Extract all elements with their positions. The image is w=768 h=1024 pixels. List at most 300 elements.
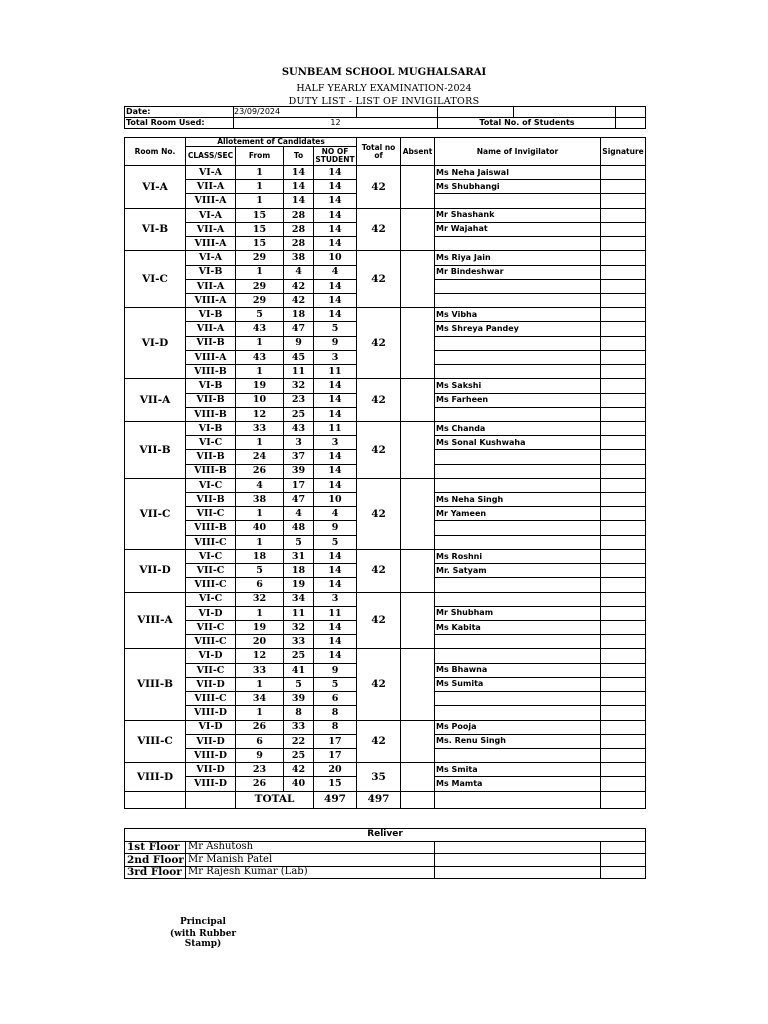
- signature-cell: [601, 407, 646, 421]
- invigilator-name: Mr. Satyam: [435, 564, 601, 578]
- absent-cell: [401, 592, 435, 649]
- invigilator-name: [435, 578, 601, 592]
- to-roll: 5: [284, 535, 314, 549]
- to-roll: 11: [284, 606, 314, 620]
- room-no: VI-D: [125, 308, 186, 379]
- signature-cell: [601, 507, 646, 521]
- signature-cell: [601, 621, 646, 635]
- from-roll: 6: [236, 734, 284, 748]
- invigilator-name: Mr Yameen: [435, 507, 601, 521]
- from-roll: 15: [236, 237, 284, 251]
- from-roll: 32: [236, 592, 284, 606]
- room-no: VII-A: [125, 379, 186, 422]
- class-sec: VIII-B: [186, 521, 236, 535]
- invigilator-name: Ms Mamta: [435, 777, 601, 791]
- table-row: [125, 549, 646, 563]
- from-roll: 1: [236, 365, 284, 379]
- room-no: VII-C: [125, 478, 186, 549]
- from-roll: 4: [236, 478, 284, 492]
- class-sec: VII-B: [186, 393, 236, 407]
- invigilator-name: [435, 592, 601, 606]
- reliver-row: [125, 829, 646, 842]
- invigilator-name: Ms Sonal Kushwaha: [435, 436, 601, 450]
- no-of-student: 14: [314, 450, 357, 464]
- no-of-student: 3: [314, 592, 357, 606]
- no-of-student: 14: [314, 621, 357, 635]
- invigilator-name: [435, 279, 601, 293]
- floor-label: 1st Floor: [125, 841, 186, 854]
- invigilator-name: [435, 521, 601, 535]
- class-sec: VIII-C: [186, 692, 236, 706]
- class-sec: VIII-B: [186, 464, 236, 478]
- signature-header: Signature: [601, 138, 646, 166]
- no-of-student: 5: [314, 322, 357, 336]
- no-of-student: 3: [314, 350, 357, 364]
- signature-cell: [601, 166, 646, 180]
- signature-cell: [601, 663, 646, 677]
- floor-signature-cell: [601, 841, 646, 854]
- allotment-header: Allotement of Candidates: [186, 138, 357, 147]
- from-roll: 1: [236, 194, 284, 208]
- floor-reliver-name: Mr Manish Patel: [186, 854, 435, 867]
- no-of-student: 6: [314, 692, 357, 706]
- table-row: [125, 649, 646, 663]
- absent-cell: [401, 421, 435, 478]
- to-roll: 17: [284, 478, 314, 492]
- signature-cell: [601, 450, 646, 464]
- to-roll: 39: [284, 692, 314, 706]
- room-no: VIII-A: [125, 592, 186, 649]
- from-roll: 1: [236, 436, 284, 450]
- signature-cell: [601, 365, 646, 379]
- absent-cell: [401, 166, 435, 209]
- invigilator-name: [435, 478, 601, 492]
- to-roll: 14: [284, 194, 314, 208]
- class-sec: VII-D: [186, 763, 236, 777]
- signature-cell: [601, 706, 646, 720]
- room-total: 42: [357, 549, 401, 592]
- allotment-table: [124, 137, 646, 809]
- invigilator-name: Ms Roshni: [435, 549, 601, 563]
- floor-body: [125, 841, 646, 879]
- from-roll: 33: [236, 663, 284, 677]
- room-total: 42: [357, 592, 401, 649]
- no-of-student: 3: [314, 436, 357, 450]
- invigilator-name: Ms Vibha: [435, 308, 601, 322]
- invigilator-name: [435, 237, 601, 251]
- from-roll: 26: [236, 720, 284, 734]
- room-no: VII-D: [125, 549, 186, 592]
- invigilator-name: [435, 649, 601, 663]
- from-roll: 1: [236, 677, 284, 691]
- signature-cell: [601, 777, 646, 791]
- signature-cell: [601, 493, 646, 507]
- invigilator-name: Ms Shubhangi: [435, 180, 601, 194]
- from-roll: 1: [236, 336, 284, 350]
- invigilator-name: Ms Neha Jaiswal: [435, 166, 601, 180]
- invigilator-header: Name of Invigilator: [435, 138, 601, 166]
- from-roll: 1: [236, 265, 284, 279]
- signature-cell: [601, 564, 646, 578]
- signature-cell: [601, 549, 646, 563]
- no-of-student: 14: [314, 194, 357, 208]
- absent-header: Absent: [401, 138, 435, 166]
- table-row: [125, 720, 646, 734]
- principal-label: Principal: [180, 917, 226, 927]
- signature-cell: [601, 279, 646, 293]
- class-sec: VI-D: [186, 649, 236, 663]
- class-sec: VII-C: [186, 507, 236, 521]
- invigilator-name: Ms Sumita: [435, 677, 601, 691]
- to-roll: 37: [284, 450, 314, 464]
- class-sec: VI-B: [186, 421, 236, 435]
- room-total: 42: [357, 478, 401, 549]
- invigilator-name: Ms Smita: [435, 763, 601, 777]
- stamp-label: (with Rubber Stamp): [169, 929, 237, 949]
- invigilator-name: Ms Kabita: [435, 621, 601, 635]
- to-roll: 47: [284, 493, 314, 507]
- invigilator-name: Ms. Renu Singh: [435, 734, 601, 748]
- from-roll: 34: [236, 692, 284, 706]
- class-sec: VI-C: [186, 478, 236, 492]
- room-total: 42: [357, 649, 401, 720]
- class-sec: VI-D: [186, 606, 236, 620]
- class-sec: VIII-A: [186, 350, 236, 364]
- invigilator-name: Mr Shashank: [435, 208, 601, 222]
- no-of-student: 14: [314, 166, 357, 180]
- signature-cell: [601, 393, 646, 407]
- room-no: VI-B: [125, 208, 186, 251]
- invigilator-name: Mr Shubham: [435, 606, 601, 620]
- class-sec: VI-D: [186, 720, 236, 734]
- signature-cell: [601, 464, 646, 478]
- table-row: [125, 308, 646, 322]
- no-of-student: 11: [314, 606, 357, 620]
- from-roll: 24: [236, 450, 284, 464]
- signature-cell: [601, 763, 646, 777]
- from-roll: 19: [236, 621, 284, 635]
- to-roll: 22: [284, 734, 314, 748]
- allotment-body: [125, 166, 646, 792]
- from-roll: 5: [236, 564, 284, 578]
- invigilator-name: [435, 692, 601, 706]
- from-roll: 5: [236, 308, 284, 322]
- floor-reliver-name: Mr Ashutosh: [186, 841, 435, 854]
- signature-cell: [601, 720, 646, 734]
- class-sec: VII-B: [186, 336, 236, 350]
- invigilator-name: Ms Pooja: [435, 720, 601, 734]
- class-sec: VII-C: [186, 564, 236, 578]
- from-roll: 33: [236, 421, 284, 435]
- signature-cell: [601, 251, 646, 265]
- to-roll: 42: [284, 293, 314, 307]
- to-roll: 25: [284, 407, 314, 421]
- no-of-student: 11: [314, 365, 357, 379]
- signature-cell: [601, 237, 646, 251]
- to-roll: 28: [284, 237, 314, 251]
- total-students-label: Total No. of Students: [438, 118, 616, 129]
- school-name: SUNBEAM SCHOOL MUGHALSARAI: [281, 67, 487, 78]
- class-sec: VIII-D: [186, 748, 236, 762]
- class-sec: VII-A: [186, 222, 236, 236]
- invigilator-name: [435, 450, 601, 464]
- class-sec: VIII-C: [186, 578, 236, 592]
- meta-table: [124, 106, 646, 129]
- absent-cell: [401, 763, 435, 791]
- floor-row: [125, 866, 646, 879]
- invigilator-name: Ms Riya Jain: [435, 251, 601, 265]
- signature-cell: [601, 222, 646, 236]
- invigilator-name: [435, 293, 601, 307]
- to-roll: 23: [284, 393, 314, 407]
- signature-cell: [601, 194, 646, 208]
- room-total: 42: [357, 208, 401, 251]
- class-sec: VIII-D: [186, 777, 236, 791]
- floor-row: [125, 854, 646, 867]
- no-of-student: 8: [314, 720, 357, 734]
- invigilator-name: [435, 464, 601, 478]
- class-sec: VIII-A: [186, 293, 236, 307]
- from-roll: 26: [236, 464, 284, 478]
- no-of-student: 8: [314, 706, 357, 720]
- no-of-student: 15: [314, 777, 357, 791]
- from-roll: 43: [236, 350, 284, 364]
- total-row: [125, 791, 646, 808]
- room-no: VIII-B: [125, 649, 186, 720]
- to-roll: 28: [284, 208, 314, 222]
- signature-cell: [601, 578, 646, 592]
- no-of-student-header: NO OF STUDENT: [315, 147, 355, 164]
- invigilator-name: Ms Neha Singh: [435, 493, 601, 507]
- to-roll: 33: [284, 720, 314, 734]
- from-roll: 1: [236, 166, 284, 180]
- absent-cell: [401, 649, 435, 720]
- invigilator-name: Ms Sakshi: [435, 379, 601, 393]
- to-roll: 31: [284, 549, 314, 563]
- class-sec: VII-A: [186, 322, 236, 336]
- no-of-student: 10: [314, 493, 357, 507]
- room-no: VI-A: [125, 166, 186, 209]
- invigilator-name: Ms Chanda: [435, 421, 601, 435]
- absent-cell: [401, 208, 435, 251]
- signature-cell: [601, 208, 646, 222]
- date-row: [125, 107, 646, 118]
- class-sec: VII-A: [186, 180, 236, 194]
- total-students: 497: [314, 791, 357, 808]
- to-roll: 14: [284, 166, 314, 180]
- room-total: 42: [357, 308, 401, 379]
- to-roll: 43: [284, 421, 314, 435]
- no-of-student: 14: [314, 464, 357, 478]
- absent-cell: [401, 251, 435, 308]
- list-title: DUTY LIST - LIST OF INVIGILATORS: [288, 96, 480, 107]
- from-roll: 23: [236, 763, 284, 777]
- no-of-student: 5: [314, 535, 357, 549]
- to-roll: 4: [284, 507, 314, 521]
- table-row: [125, 421, 646, 435]
- class-sec: VI-C: [186, 592, 236, 606]
- from-roll: 29: [236, 279, 284, 293]
- no-of-student: 9: [314, 663, 357, 677]
- absent-cell: [401, 379, 435, 422]
- to-roll: 33: [284, 635, 314, 649]
- no-of-student: 14: [314, 478, 357, 492]
- table-row: [125, 166, 646, 180]
- table-row: [125, 379, 646, 393]
- invigilator-name: [435, 407, 601, 421]
- from-roll: 1: [236, 180, 284, 194]
- invigilator-name: [435, 350, 601, 364]
- from-roll: 1: [236, 535, 284, 549]
- reliver-label: Reliver: [125, 829, 646, 842]
- absent-cell: [401, 549, 435, 592]
- invigilator-name: [435, 635, 601, 649]
- from-roll: 9: [236, 748, 284, 762]
- signature-cell: [601, 293, 646, 307]
- room-no: VIII-D: [125, 763, 186, 791]
- invigilator-name: [435, 336, 601, 350]
- table-row: [125, 478, 646, 492]
- absent-cell: [401, 720, 435, 763]
- from-roll: 15: [236, 222, 284, 236]
- floor-signature-cell: [601, 854, 646, 867]
- room-total: 42: [357, 421, 401, 478]
- total-no-header: Total no of: [357, 138, 401, 166]
- class-sec: VI-A: [186, 208, 236, 222]
- no-of-student: 14: [314, 549, 357, 563]
- to-roll: 42: [284, 279, 314, 293]
- floor-label: 3rd Floor: [125, 866, 186, 879]
- to-roll: 42: [284, 763, 314, 777]
- invigilator-name: [435, 365, 601, 379]
- class-sec: VII-C: [186, 621, 236, 635]
- signature-cell: [601, 606, 646, 620]
- room-no: VIII-C: [125, 720, 186, 763]
- class-sec: VII-D: [186, 677, 236, 691]
- no-of-student: 14: [314, 407, 357, 421]
- to-roll: 9: [284, 336, 314, 350]
- to-roll: 4: [284, 265, 314, 279]
- no-of-student: 10: [314, 251, 357, 265]
- absent-cell: [401, 478, 435, 549]
- total-label: TOTAL: [236, 791, 314, 808]
- class-sec: VIII-B: [186, 407, 236, 421]
- floor-label: 2nd Floor: [125, 854, 186, 867]
- no-of-student: 14: [314, 293, 357, 307]
- room-no-header: Room No.: [125, 138, 186, 166]
- from-roll: 1: [236, 507, 284, 521]
- to-roll: 41: [284, 663, 314, 677]
- signature-cell: [601, 421, 646, 435]
- to-roll: 32: [284, 379, 314, 393]
- signature-cell: [601, 677, 646, 691]
- invigilator-name: Mr Wajahat: [435, 222, 601, 236]
- no-of-student: 14: [314, 578, 357, 592]
- from-roll: 38: [236, 493, 284, 507]
- no-of-student: 14: [314, 649, 357, 663]
- to-roll: 38: [284, 251, 314, 265]
- no-of-student: 17: [314, 734, 357, 748]
- to-roll: 40: [284, 777, 314, 791]
- class-sec: VIII-A: [186, 237, 236, 251]
- to-roll: 8: [284, 706, 314, 720]
- no-of-student: 14: [314, 222, 357, 236]
- from-roll: 1: [236, 706, 284, 720]
- to-roll: 47: [284, 322, 314, 336]
- no-of-student: 17: [314, 748, 357, 762]
- to-roll: 18: [284, 564, 314, 578]
- from-roll: 26: [236, 777, 284, 791]
- class-sec: VI-C: [186, 436, 236, 450]
- from-roll: 10: [236, 393, 284, 407]
- signature-cell: [601, 748, 646, 762]
- class-sec: VI-B: [186, 265, 236, 279]
- no-of-student: 14: [314, 208, 357, 222]
- no-of-student: 14: [314, 180, 357, 194]
- room-used-row: [125, 118, 646, 129]
- no-of-student: 14: [314, 635, 357, 649]
- class-sec: VIII-D: [186, 706, 236, 720]
- class-sec-header: CLASS/SEC: [186, 147, 236, 166]
- class-sec: VII-A: [186, 279, 236, 293]
- signature-cell: [601, 535, 646, 549]
- to-roll: 19: [284, 578, 314, 592]
- to-roll: 14: [284, 180, 314, 194]
- invigilator-name: [435, 194, 601, 208]
- from-header: From: [236, 147, 284, 166]
- floor-signature-cell: [601, 866, 646, 879]
- no-of-student: 4: [314, 265, 357, 279]
- no-of-student: 5: [314, 677, 357, 691]
- to-roll: 28: [284, 222, 314, 236]
- class-sec: VI-A: [186, 166, 236, 180]
- signature-cell: [601, 379, 646, 393]
- signature-cell: [601, 436, 646, 450]
- from-roll: 29: [236, 251, 284, 265]
- signature-cell: [601, 308, 646, 322]
- from-roll: 18: [236, 549, 284, 563]
- from-roll: 20: [236, 635, 284, 649]
- to-roll: 45: [284, 350, 314, 364]
- no-of-student: 14: [314, 279, 357, 293]
- invigilator-name: Mr Bindeshwar: [435, 265, 601, 279]
- room-total: 42: [357, 166, 401, 209]
- class-sec: VIII-B: [186, 365, 236, 379]
- table-row: [125, 592, 646, 606]
- date-value: 23/09/2024: [234, 107, 357, 118]
- invigilator-name: Ms Farheen: [435, 393, 601, 407]
- from-roll: 6: [236, 578, 284, 592]
- class-sec: VII-D: [186, 734, 236, 748]
- room-used-label: Total Room Used:: [125, 118, 234, 129]
- signature-cell: [601, 649, 646, 663]
- class-sec: VII-C: [186, 663, 236, 677]
- signature-cell: [601, 180, 646, 194]
- reliver-table: [124, 828, 646, 879]
- from-roll: 1: [236, 606, 284, 620]
- floor-cell: [435, 854, 601, 867]
- room-total: 35: [357, 763, 401, 791]
- no-of-student: 14: [314, 379, 357, 393]
- to-roll: 5: [284, 677, 314, 691]
- signature-cell: [601, 635, 646, 649]
- signature-cell: [601, 265, 646, 279]
- from-roll: 12: [236, 407, 284, 421]
- to-header: To: [284, 147, 314, 166]
- class-sec: VIII-C: [186, 535, 236, 549]
- to-roll: 48: [284, 521, 314, 535]
- class-sec: VIII-A: [186, 194, 236, 208]
